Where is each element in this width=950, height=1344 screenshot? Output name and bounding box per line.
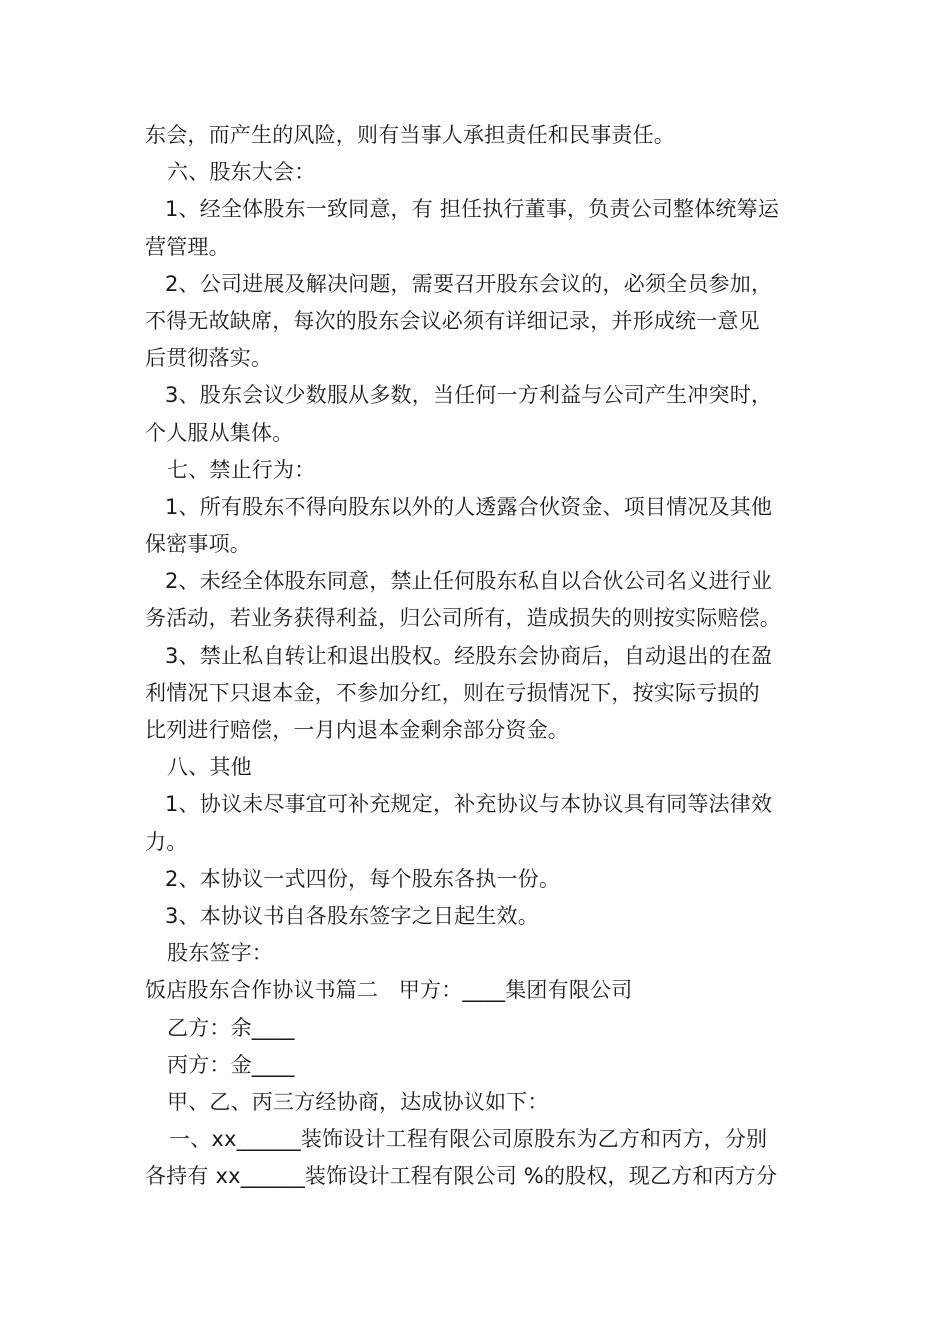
- paragraph-line: 不得无故缺席，每次的股东会议必须有详细记录，并形成统一意见: [145, 308, 760, 333]
- paragraph-line: 2、未经全体股东同意，禁止任何股东私自以合伙公司名义进行业: [165, 569, 773, 594]
- paragraph-line: 饭店股东合作协议书篇二 甲方：____集团有限公司: [145, 978, 633, 1003]
- paragraph-line: 营管理。: [145, 234, 230, 259]
- paragraph-line: 个人服从集体。: [145, 420, 294, 445]
- paragraph-line: 务活动，若业务获得利益，归公司所有，造成损失的则按实际赔偿。: [145, 606, 781, 631]
- paragraph-line: 2、公司进展及解决问题，需要召开股东会议的，必须全员参加，: [165, 271, 773, 296]
- paragraph-line: 一、xx______装饰设计工程有限公司原股东为乙方和丙方，分别: [169, 1127, 768, 1152]
- paragraph-line: 丙方：金____: [167, 1052, 295, 1077]
- paragraph-line: 六、股东大会：: [167, 160, 316, 185]
- paragraph-line: 七、禁止行为：: [167, 457, 316, 482]
- paragraph-line: 1、经全体股东一致同意，有 担任执行董事，负责公司整体统筹运: [165, 197, 780, 222]
- paragraph-line: 1、所有股东不得向股东以外的人透露合伙资金、项目情况及其他: [165, 494, 773, 519]
- paragraph-line: 东会，而产生的风险，则有当事人承担责任和民事责任。: [145, 123, 675, 147]
- paragraph-line: 力。: [145, 829, 188, 854]
- paragraph-line: 3、禁止私自转让和退出股权。经股东会协商后，自动退出的在盈: [165, 643, 773, 668]
- paragraph-line: 比列进行赔偿，一月内退本金剩余部分资金。: [145, 718, 569, 742]
- paragraph-line: 各持有 xx______装饰设计工程有限公司 %的股权，现乙方和丙方分: [145, 1164, 778, 1189]
- paragraph-line: 乙方：余____: [167, 1015, 295, 1040]
- paragraph-line: 利情况下只退本金，不参加分红，则在亏损情况下，按实际亏损的: [145, 680, 760, 705]
- paragraph-line: 1、协议未尽事宜可补充规定，补充协议与本协议具有同等法律效: [165, 792, 773, 817]
- paragraph-line: 2、本协议一式四份，每个股东各执一份。: [165, 866, 561, 891]
- paragraph-line: 3、本协议书自各股东签字之日起生效。: [165, 903, 539, 928]
- paragraph-line: 保密事项。: [145, 532, 251, 557]
- paragraph-line: 八、其他: [167, 755, 252, 780]
- paragraph-line: 后贯彻落实。: [145, 346, 273, 371]
- paragraph-line: 3、股东会议少数服从多数，当任何一方利益与公司产生冲突时，: [165, 383, 773, 408]
- paragraph-line: 股东签字：: [167, 941, 273, 966]
- paragraph-line: 甲、乙、丙三方经协商，达成协议如下：: [167, 1089, 549, 1114]
- document-body: [145, 117, 815, 1195]
